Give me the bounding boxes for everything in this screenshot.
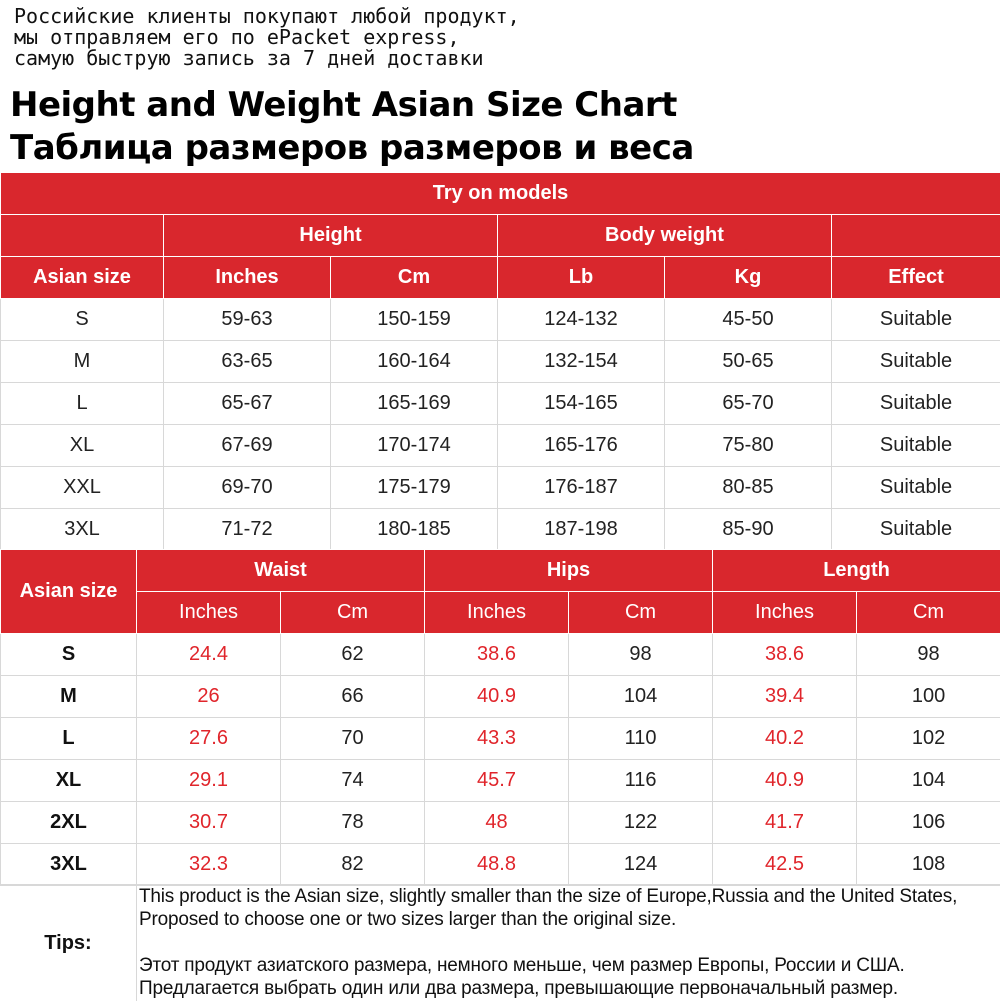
table-cell: 78 xyxy=(281,802,425,844)
table-cell: 45-50 xyxy=(665,299,832,341)
shipping-note xyxy=(14,6,994,69)
table-cell: 82 xyxy=(281,844,425,886)
size-cell: L xyxy=(1,718,137,760)
column-header-size: Asian size xyxy=(1,550,137,634)
height-weight-table xyxy=(0,172,1000,551)
size-cell: L xyxy=(1,383,164,425)
table-cell: 175-179 xyxy=(331,467,498,509)
table-cell: 98 xyxy=(857,634,1000,676)
table-cell: Suitable xyxy=(832,509,1000,551)
table-cell: 116 xyxy=(569,760,713,802)
table-cell: 69-70 xyxy=(164,467,331,509)
column-header: Inches xyxy=(425,592,569,634)
table-header-height: Height xyxy=(164,215,498,257)
table-cell: 154-165 xyxy=(498,383,665,425)
table-cell: 74 xyxy=(281,760,425,802)
shipping-note-line: мы отправляем его по ePacket express, xyxy=(14,27,994,48)
tips-english: This product is the Asian size, slightly smaller than the size of Europe,Russia and the United States, Proposed to choose one or two sizes larger than the original size. xyxy=(139,885,994,931)
table-row xyxy=(1,341,1000,383)
table-cell: Suitable xyxy=(832,425,1000,467)
table-cell: 29.1 xyxy=(137,760,281,802)
size-cell: 2XL xyxy=(1,802,137,844)
size-cell: S xyxy=(1,299,164,341)
table-cell: 48.8 xyxy=(425,844,569,886)
column-header: Asian size xyxy=(1,257,164,299)
tips-text xyxy=(139,885,994,1000)
table-cell: Suitable xyxy=(832,341,1000,383)
table-cell: Suitable xyxy=(832,299,1000,341)
table-cell: 48 xyxy=(425,802,569,844)
table-cell: 66 xyxy=(281,676,425,718)
size-cell: S xyxy=(1,634,137,676)
column-header: Cm xyxy=(281,592,425,634)
table-cell: 124-132 xyxy=(498,299,665,341)
shipping-note-line: самую быструю запись за 7 дней доставки xyxy=(14,48,994,69)
table-body xyxy=(1,299,1000,551)
column-header: Inches xyxy=(713,592,857,634)
page-title-russian: Таблица размеров размеров и веса xyxy=(10,128,990,168)
table-cell: 24.4 xyxy=(137,634,281,676)
column-header: Cm xyxy=(857,592,1000,634)
size-cell: M xyxy=(1,676,137,718)
table-cell: 108 xyxy=(857,844,1000,886)
table-header-empty xyxy=(1,215,164,257)
table-cell: 67-69 xyxy=(164,425,331,467)
column-header: Lb xyxy=(498,257,665,299)
table-row xyxy=(1,467,1000,509)
table-row xyxy=(1,299,1000,341)
table-header-empty xyxy=(832,215,1000,257)
table-cell: 104 xyxy=(569,676,713,718)
table-cell: 75-80 xyxy=(665,425,832,467)
table-cell: Suitable xyxy=(832,383,1000,425)
table-cell: 85-90 xyxy=(665,509,832,551)
table-cell: 62 xyxy=(281,634,425,676)
table-cell: 59-63 xyxy=(164,299,331,341)
table-cell: 50-65 xyxy=(665,341,832,383)
size-cell: 3XL xyxy=(1,509,164,551)
table-cell: 30.7 xyxy=(137,802,281,844)
table-header-waist: Waist xyxy=(137,550,425,592)
table-row xyxy=(1,760,1000,802)
tips-section xyxy=(0,884,1000,1001)
column-header: Cm xyxy=(331,257,498,299)
table-cell: Suitable xyxy=(832,467,1000,509)
table-caption: Try on models xyxy=(1,173,1000,215)
table-cell: 38.6 xyxy=(713,634,857,676)
page-title-english: Height and Weight Asian Size Chart xyxy=(10,85,990,125)
table-header-hips: Hips xyxy=(425,550,713,592)
table-cell: 165-169 xyxy=(331,383,498,425)
table-cell: 40.2 xyxy=(713,718,857,760)
table-cell: 104 xyxy=(857,760,1000,802)
column-header: Kg xyxy=(665,257,832,299)
table-cell: 45.7 xyxy=(425,760,569,802)
table-cell: 180-185 xyxy=(331,509,498,551)
table-cell: 32.3 xyxy=(137,844,281,886)
tips-russian: Этот продукт азиатского размера, немного меньше, чем размер Европы, России и США. Предлагается выбрать один или два размера, превышающие первоначальный размер. xyxy=(139,954,994,1000)
table-cell: 38.6 xyxy=(425,634,569,676)
column-header: Inches xyxy=(164,257,331,299)
table-cell: 165-176 xyxy=(498,425,665,467)
column-header: Inches xyxy=(137,592,281,634)
table-cell: 187-198 xyxy=(498,509,665,551)
table-cell: 65-67 xyxy=(164,383,331,425)
table-cell: 63-65 xyxy=(164,341,331,383)
table-cell: 176-187 xyxy=(498,467,665,509)
table-cell: 40.9 xyxy=(713,760,857,802)
table-row xyxy=(1,844,1000,886)
table-cell: 26 xyxy=(137,676,281,718)
size-cell: XXL xyxy=(1,467,164,509)
shipping-note-line: Российские клиенты покупают любой продукт, xyxy=(14,6,994,27)
table-cell: 70 xyxy=(281,718,425,760)
table-row xyxy=(1,634,1000,676)
table-row xyxy=(1,509,1000,551)
table-header-body-weight: Body weight xyxy=(498,215,832,257)
table-cell: 80-85 xyxy=(665,467,832,509)
table-cell: 42.5 xyxy=(713,844,857,886)
table-cell: 170-174 xyxy=(331,425,498,467)
table-cell: 150-159 xyxy=(331,299,498,341)
table-cell: 100 xyxy=(857,676,1000,718)
size-cell: XL xyxy=(1,425,164,467)
size-cell: XL xyxy=(1,760,137,802)
table-cell: 102 xyxy=(857,718,1000,760)
table-cell: 43.3 xyxy=(425,718,569,760)
table-cell: 41.7 xyxy=(713,802,857,844)
table-cell: 98 xyxy=(569,634,713,676)
table-header-length: Length xyxy=(713,550,1000,592)
table-cell: 27.6 xyxy=(137,718,281,760)
tips-label: Tips: xyxy=(0,885,137,1001)
table-row xyxy=(1,718,1000,760)
table-cell: 39.4 xyxy=(713,676,857,718)
table-cell: 71-72 xyxy=(164,509,331,551)
table-cell: 160-164 xyxy=(331,341,498,383)
table-body xyxy=(1,634,1000,886)
table-cell: 132-154 xyxy=(498,341,665,383)
table-cell: 40.9 xyxy=(425,676,569,718)
measurements-table xyxy=(0,549,1000,886)
size-cell: M xyxy=(1,341,164,383)
table-cell: 106 xyxy=(857,802,1000,844)
table-cell: 124 xyxy=(569,844,713,886)
column-header: Cm xyxy=(569,592,713,634)
table-row xyxy=(1,383,1000,425)
size-cell: 3XL xyxy=(1,844,137,886)
table-cell: 65-70 xyxy=(665,383,832,425)
table-cell: 110 xyxy=(569,718,713,760)
table-row xyxy=(1,676,1000,718)
table-cell: 122 xyxy=(569,802,713,844)
table-row xyxy=(1,802,1000,844)
table-row xyxy=(1,425,1000,467)
column-header: Effect xyxy=(832,257,1000,299)
